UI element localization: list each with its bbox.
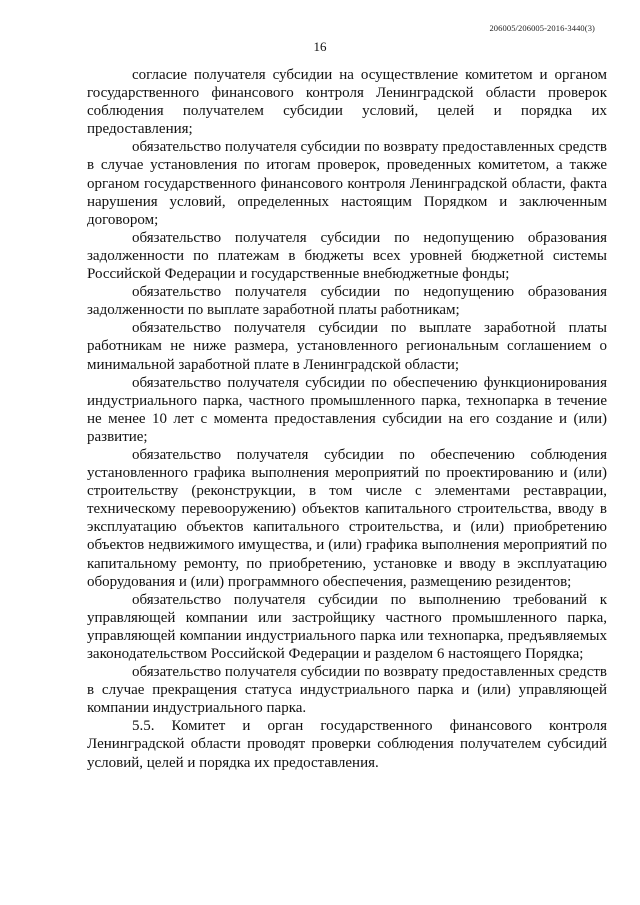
paragraph: обязательство получателя субсидии по возврату предоставленных средств в случае установления по итогам проверок, проведенных комитетом, а также органом государственного финансового контроля Ленинградской области, факта нарушения условий, определенных настоящим Порядком и заключенным договором; [87,139,607,228]
paragraph: согласие получателя субсидии на осуществление комитетом и органом государственного финансового контроля Ленинградской области проверок соблюдения получателем субсидии условий, целей и порядка их предоставления; [87,67,607,138]
body-text [87,66,607,772]
paragraph: обязательство получателя субсидии по обеспечению соблюдения установленного графика выполнения мероприятий по проектированию и (или) строительству (реконструкции, в том числе с элементами реставрации, техническому перевооружению) объектов капитального строительства, вводу в эксплуатацию объектов капитального строительства, и (или) приобретению объектов недвижимого имущества, и (или) графика выполнения мероприятий по капитальному ремонту, по приобретению, установке и вводу в эксплуатацию оборудования и (или) программного обеспечения, размещению резидентов; [87,446,607,590]
paragraph: 5.5. Комитет и орган государственного финансового контроля Ленинградской области проводят проверки соблюдения получателем субсидий условий, целей и порядка их предоставления. [87,718,607,771]
paragraph: обязательство получателя субсидии по недопущению образования задолженности по выплате заработной платы работникам; [87,284,607,319]
paragraph: обязательство получателя субсидии по выполнению требований к управляющей компании или застройщику частного промышленного парка, управляющей компании индустриального парка или технопарка, предъявляемых законодательством Российской Федерации и разделом 6 настоящего Порядка; [87,591,607,662]
paragraph: обязательство получателя субсидии по недопущению образования задолженности по платежам в бюджеты всех уровней бюджетной системы Российской Федерации и государственные внебюджетные фонды; [87,229,607,283]
paragraph: обязательство получателя субсидии по возврату предоставленных средств в случае прекращения статуса индустриального парка и (или) управляющей компании индустриального парка. [87,664,607,717]
paragraph: обязательство получателя субсидии по выплате заработной платы работникам не ниже размера, установленного региональным соглашением о минимальной заработной плате в Ленинградской области; [87,320,607,373]
page-number: 16 [313,39,327,54]
paragraph: обязательство получателя субсидии по обеспечению функционирования индустриального парка, частного промышленного парка, технопарка в течение не менее 10 лет с момента предоставления субсидии на его создание и (или) развитие; [87,374,607,445]
document-id: 206005/206005-2016-3440(3) [489,23,595,33]
